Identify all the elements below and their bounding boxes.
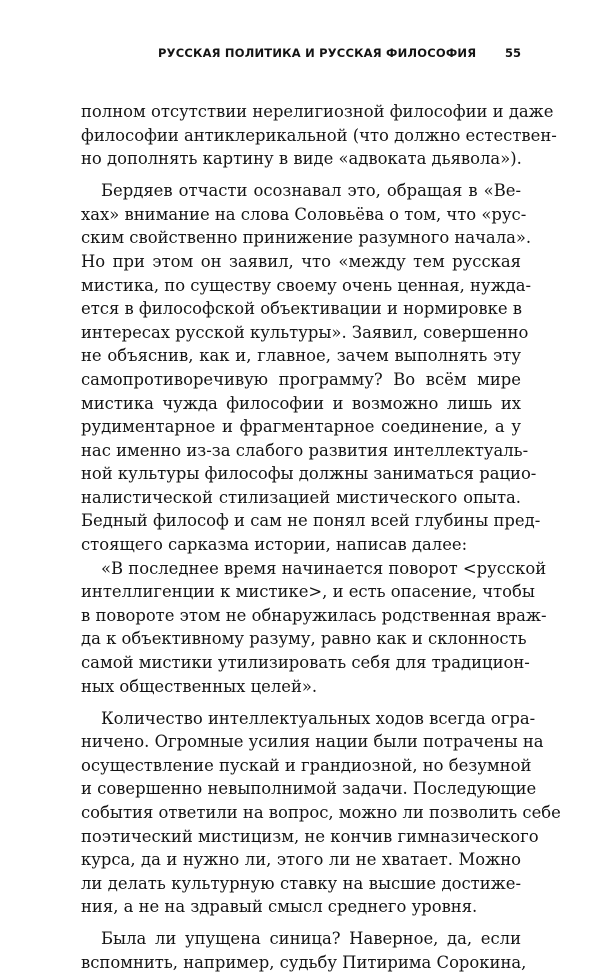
text-line: осуществление пускай и грандиозной, но безумной bbox=[81, 755, 532, 775]
text-line: самопротиворечивую программу? Во всём мире bbox=[81, 369, 521, 389]
quote-line: ных общественных целей». bbox=[81, 676, 318, 696]
text-line: поэтический мистицизм, не кончив гимназического bbox=[81, 826, 539, 846]
text-line: Но при этом он заявил, что «между тем русская bbox=[81, 251, 521, 271]
text-line: хах» внимание на слова Соловьёва о том, что «рус- bbox=[81, 204, 527, 224]
body-text bbox=[81, 100, 561, 975]
text-line: Количество интеллектуальных ходов всегда огра- bbox=[101, 708, 536, 728]
text-line: Была ли упущена синица? Наверное, да, если bbox=[101, 929, 521, 949]
running-title: РУССКАЯ ПОЛИТИКА И РУССКАЯ ФИЛОСОФИЯ bbox=[158, 46, 477, 60]
text-line: и совершенно невыполнимой задачи. Последующие bbox=[81, 779, 537, 799]
text-line: мистика, по существу своему очень ценная, нужда- bbox=[81, 275, 532, 295]
text-line: интересах русской культуры». Заявил, совершенно bbox=[81, 322, 529, 342]
text-line: ния, а не на здравый смысл среднего уровня. bbox=[81, 897, 478, 917]
text-line: ским свойственно принижение разумного начала». bbox=[81, 228, 532, 248]
quote-line: интеллигенции к мистике>, и есть опасение, чтобы bbox=[81, 582, 535, 602]
text-line: нас именно из-за слабого развития интеллектуаль- bbox=[81, 440, 529, 460]
text-line: рудиментарное и фрагментарное соединение, а у bbox=[81, 417, 521, 437]
text-line: курса, да и нужно ли, этого ли не хватает. Можно bbox=[81, 850, 521, 870]
text-line: мистика чужда философии и возможно лишь их bbox=[81, 393, 521, 413]
text-line: философии антиклерикальной (что должно естествен- bbox=[81, 125, 557, 145]
text-line: но дополнять картину в виде «адвоката дьявола»). bbox=[81, 149, 522, 169]
text-line: Бедный философ и сам не понял всей глубины пред- bbox=[81, 511, 541, 531]
text-line: ной культуры философы должны заниматься рацио- bbox=[81, 464, 537, 484]
quote-line: в повороте этом не обнаружилась родственная враж- bbox=[81, 605, 547, 625]
text-line: стоящего сарказма истории, написав далее: bbox=[81, 535, 468, 555]
quote-line: самой мистики утилизировать себя для традицион- bbox=[81, 653, 530, 673]
running-head bbox=[0, 46, 600, 66]
text-line: налистической стилизацией мистического опыта. bbox=[81, 487, 521, 507]
page-number: 55 bbox=[505, 46, 522, 60]
text-line: не объяснив, как и, главное, зачем выполнять эту bbox=[81, 346, 521, 366]
text-line: ется в философской объективации и нормировке в bbox=[81, 299, 523, 319]
text-line: ничено. Огромные усилия нации были потрачены на bbox=[81, 732, 544, 752]
quote-line: «В последнее время начинается поворот <русской bbox=[101, 558, 547, 578]
quote-line: да к объективному разуму, равно как и склонность bbox=[81, 629, 527, 649]
text-line: ли делать культурную ставку на высшие достиже- bbox=[81, 873, 521, 893]
text-line: вспомнить, например, судьбу Питирима Сорокина, bbox=[81, 952, 527, 972]
text-line: события ответили на вопрос, можно ли позволить себе bbox=[81, 803, 561, 822]
text-line: Бердяев отчасти осознавал это, обращая в «Ве- bbox=[101, 181, 521, 201]
text-line: полном отсутствии нерелигиозной философии и даже bbox=[81, 102, 554, 121]
